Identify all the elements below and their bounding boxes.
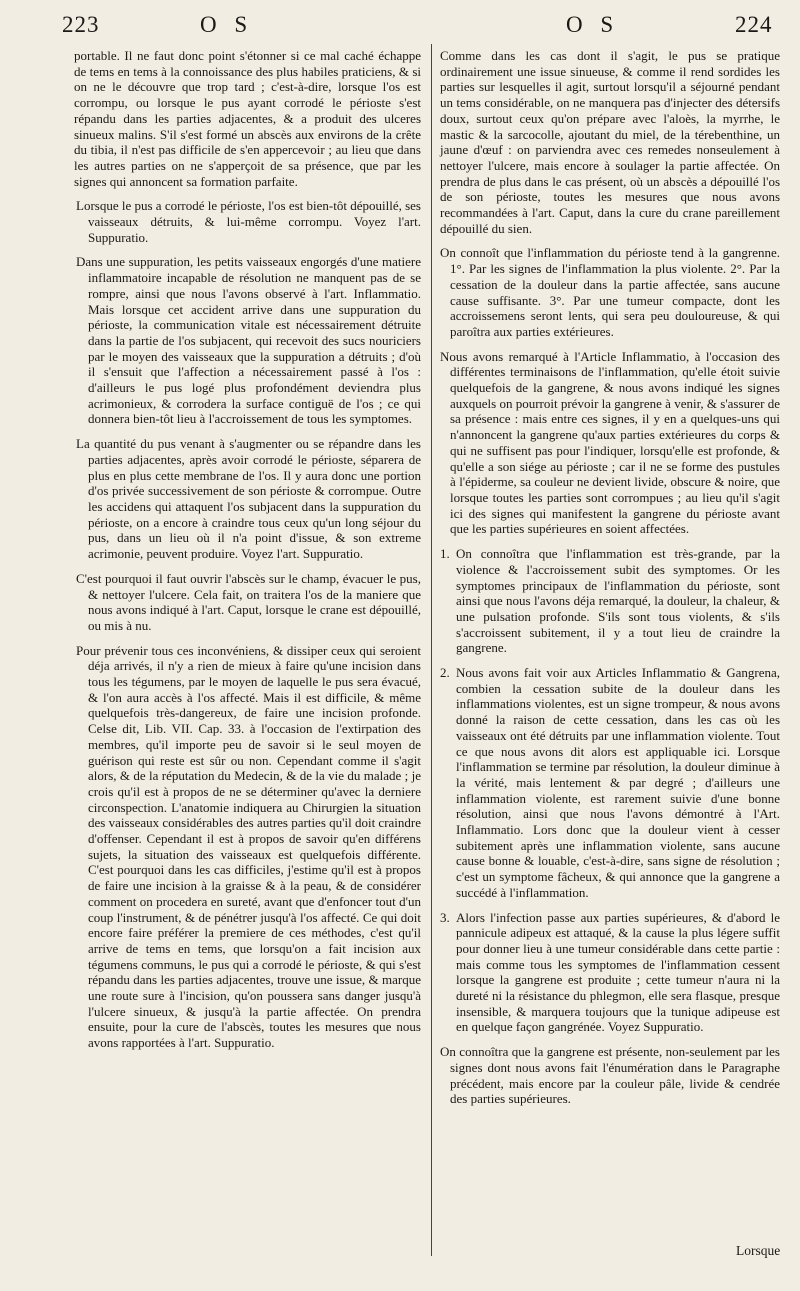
right-column (440, 48, 780, 1116)
running-head-left: O S (200, 12, 254, 37)
paragraph: C'est pourquoi il faut ouvrir l'abscès sur le champ, évacuer le pus, & nettoyer l'ulcere. Cela fait, on traitera l'os de la maniere que nous avons indiqué à l'art. Caput, lorsque le crane est dépouillé, ou mis à nu. (76, 570, 421, 633)
paragraph: La quantité du pus venant à s'augmenter ou se répandre dans les parties adjacentes, après avoir corrodé le périoste, séparera de plus en plus cette membrane de l'os. Il y aura donc une portion d'os privée successivement de son périoste & corrompue. Outre les accidens qui attaquent l'os subjacent dans la suppuration du périoste, on a encore à craindre tous ceux qu'un long séjour du pus, dans un lieu où il n'a point d'issue, & son extreme acrimonie, peuvent produire. Voyez l'art. Suppuratio. (76, 436, 421, 562)
list-item (440, 910, 780, 1036)
page-number-left: 223 (62, 12, 100, 37)
list-text: On connoîtra que l'inflammation est très-grande, par la violence & l'accroissement subit des symptomes. Or les symptomes principaux de l'inflammation du périoste, sont ainsi que nous l'avons déja remarqué, la douleur, la chaleur, & une pulsation profonde. S'ils sont tous violents, & s'ils s'accroissent subitement, il y a tout lieu de craindre la gangrene. (456, 546, 780, 656)
catchword: Lorsque (736, 1243, 781, 1258)
list-item (440, 665, 780, 901)
page-number-right: 224 (735, 12, 773, 37)
column-divider (431, 44, 432, 1256)
paragraph: Comme dans les cas dont il s'agit, le pus se pratique ordinairement une issue sinueuse, & comme il rend sordides les parties sur lesquelles il agit, surtout lorsqu'il a séjourné pendant un tems considérable, on ne manquera pas d'injecter des détersifs doux, surtout ceux qu'on prépare avec l'aloès, la myrrhe, le mastic & la sarcocolle, ajoutant du miel, de la térebenthine, un jaune d'œuf : on parviendra avec ces remedes nonseulement à nettoyer l'ulcere, mais encore à soulager la partie affectée. On prendra de plus dans le cas présent, où un abscès a dépouillé l'os de son périoste, toutes les mesures que nous avons recommandées à l'art. Caput, dans la cure du crane pareillement dépouillé du sien. (440, 48, 780, 236)
list-text: Nous avons fait voir aux Articles Inflammatio & Gangrena, combien la cessation subite de la douleur dans les inflammations violentes, est un signe trompeur, & nous avons donné la raison de cette cessation, dans les cas où les vaisseaux ont été détruits par une inflammation violente. Tout ce que nous avons dit alors est appliquable ici. Lorsque l'inflammation se termine par résolution, la douleur diminue à la vérité, mais lentement & par degré ; d'ailleurs une inflammation violente, est rarement suivie d'une bonne résolution, ainsi que nous l'avons démontré à l'Art. Inflammatio. Lors donc que la douleur vient à cesser subitement après une inflammation violente, sans aucune cause bonne & louable, c'est-à-dire, sans signe de résolution ; c'est un symptome fâcheux, & qui annonce que la gangrene a succédé à l'inflammation. (456, 665, 780, 900)
running-head-right: O S (566, 12, 620, 37)
paragraph: On connoîtra que la gangrene est présente, non-seulement par les signes dont nous avons fait l'énumération dans le Paragraphe précédent, mais encore par la couleur pâle, livide & cendrée des parties supérieures. (440, 1044, 780, 1107)
paragraph: portable. Il ne faut donc point s'étonner si ce mal caché échappe de tems en tems à la connoissance des plus habiles praticiens, & si on ne le découvre que trop tard ; c'est-à-dire, lorsque l'os est corrompu, ou lorsque le pus ayant corrodé le périoste s'est répandu dans les parties adjacentes, & a produit des ulceres sinueux malins. S'il s'est formé un abscès aux environs de la crête du tibia, il n'est pas difficile de s'en appercevoir ; au lieu que dans les autres parties on ne s'apperçoit de sa présence, que par les signes qui annoncent sa formation parfaite. (74, 48, 421, 189)
paragraph: Nous avons remarqué à l'Article Inflammatio, à l'occasion des différentes terminaisons de l'inflammation, qu'elle étoit suivie quelquefois de la gangrene, & nous avons indiqué les signes auxquels on pourroit prévoir la gangrene à venir, & s'assurer de sa présence : mais entre ces signes, il y en a quelques-uns qui n'annoncent la gangrene qu'aux parties extérieures du corps & qui ne suffisent pas pour l'indiquer, lorsqu'elle est profonde, & qu'elle a son siége au périoste ; car il ne se forme des pustules à l'épiderme, sa couleur ne devient livide, obscure & noire, que lorsque toutes les parties sont corrompues ; au lieu qu'il s'agit ici des signes qui manifestent la gangrene du périoste avant que les parties supérieures en soient affectées. (440, 348, 780, 537)
list-number: 3. (440, 909, 450, 925)
list-item (440, 546, 780, 656)
paragraph: Pour prévenir tous ces inconvéniens, & dissiper ceux qui seroient déja arrivés, il n'y a rien de mieux à faire qu'une incision dans tous les tégumens, par le moyen de laquelle le pus sera évacué, & l'on aura accès à l'os affecté. Mais il est difficile, & même quelquefois très-dangereux, de faire une incision profonde. Celse dit, Lib. VII. Cap. 33. à l'occasion de l'extirpation des membres, qu'il importe peu de savoir si le seul moyen de guérison qui reste est sûr ou non. Cependant comme il s'agit alors, & de la réputation du Medecin, & de la vie du malade ; je crois qu'il est à propos de ne se déterminer qu'avec la derniere circonspection. L'anatomie indiquera au Chirurgien la situation des vaisseaux considérables des autres parties qu'il doit craindre d'offenser. Cependant il est à propos de savoir qu'en différens sujets, la situation des vaisseaux est quelquefois différente. C'est pourquoi dans les cas difficiles, j'estime qu'il est à propos de faire une incision à la graisse & à la peau, & de considérer comment on procedera en sureté, avant que d'enfoncer tout d'un coup l'instrument, & de pénétrer jusqu'à l'os affecté. Ce qui doit encore faire préférer la premiere de ces méthodes, c'est qu'il arrive de tems en tems, que lorsqu'on a fait incision aux tégumens communs, le pus qui a corrodé le périoste, & qui s'est répandu dans les parties adjacentes, trouve une issue, & marque une route sure à l'incision, qu'on poussera sans danger jusqu'à l'ulcere sinueux, & jusqu'à la partie affectée. On prendra ensuite, pour la cure de l'abscès, toutes les mesures que nous avons rapportées à l'art. Suppuratio. (76, 642, 422, 1051)
paragraph: On connoît que l'inflammation du périoste tend à la gangrenne. 1°. Par les signes de l'inflammation la plus violente. 2°. Par la cessation de la douleur dans la partie affectée, sans aucune cause suffisante. 3°. Par une tumeur compacte, dont les accroissemens seront lents, qui sera peu douloureuse, & qui paroîtra aux parties extérieures. (440, 245, 780, 339)
list-text: Alors l'infection passe aux parties supérieures, & d'abord le pannicule adipeux est attaqué, & la cause la plus légere suffit pour donner lieu à une tumeur considérable dans cette partie : mais comme tous les symptomes de l'inflammation cessent lorsque la gangrene est produite ; cette tumeur n'aura ni la dureté ni la résistance du phlegmon, elle sera flasque, presque insensible, & marquera toujours que la tunique adipeuse est en quelque façon gangrénée. Voyez Suppuratio. (456, 909, 780, 1035)
list-number: 2. (440, 665, 450, 681)
paragraph: Lorsque le pus a corrodé le périoste, l'os est bien-tôt dépouillé, ses vaisseaux détruits, & lui-même corrompu. Voyez l'art. Suppuratio. (76, 198, 421, 245)
left-column (74, 48, 421, 1060)
list-number: 1. (440, 546, 450, 562)
paragraph: Dans une suppuration, les petits vaisseaux engorgés d'une matiere inflammatoire incapable de résolution ne manquent pas de se rompre, ainsi que nous l'avons observé à l'art. Inflammatio. Mais lorsque cet accident arrive dans une suppuration du périoste, la communication vitale est nécessairement détruite dans la partie de l'os subjacent, qui recevoit des sucs nouriciers par le moyen des vaisseaux que la suppuration a détruits ; d'où il s'ensuit que l'affection a nécessairement passé à l'os : d'ailleurs le pus logé plus profondément deviendra plus acrimonieux, & corrodera la surface contiguë de l'os ; ce qui donnera bien-tôt lieu à l'accroissement de tous les symptomes. (76, 254, 421, 427)
